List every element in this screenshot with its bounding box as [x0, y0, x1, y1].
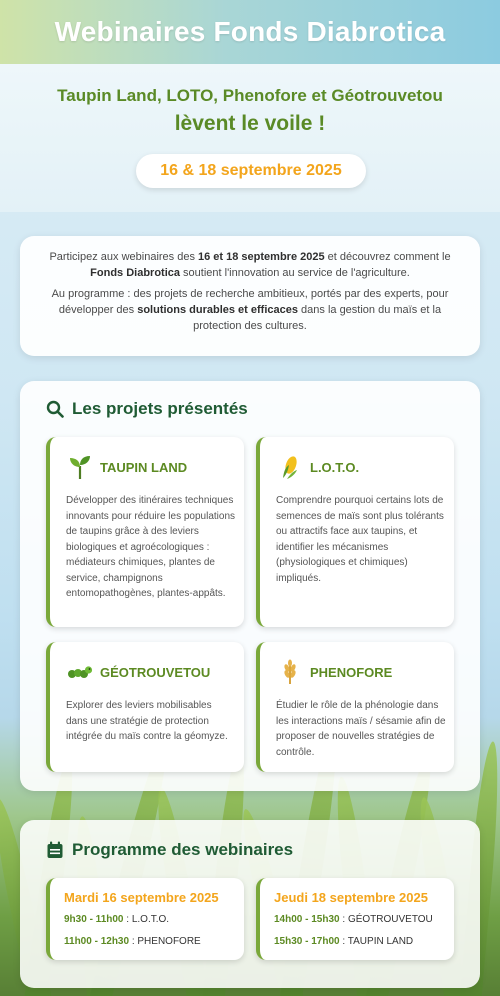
banner-title: Webinaires Fonds Diabrotica [54, 16, 446, 47]
caterpillar-icon [66, 658, 94, 686]
project-description: Explorer des leviers mobilisables dans une stratégie de protection intégrée du maïs contre la géomyze. [66, 700, 228, 742]
programme-slot: 11h00 - 12h30 : PHENOFORE [64, 936, 201, 947]
project-name: L.O.T.O. [310, 459, 360, 475]
project-name: GÉOTROUVETOU [100, 664, 211, 680]
corn-icon [276, 453, 304, 481]
project-card-phenofore [256, 642, 454, 772]
programme-day-card [46, 878, 244, 960]
date-badge: 16 & 18 septembre 2025 [136, 154, 366, 188]
project-description: Développer des itinéraires techniques innovants pour réduire les populations de taupins grâce à des leviers biologiques et agroécologiques : médiateurs chimiques, plantes de service, champignons entomopathogènes, plantes-appâts. [66, 495, 235, 599]
hero-section [0, 64, 500, 212]
project-name: TAUPIN LAND [100, 459, 188, 475]
project-card-loto [256, 437, 454, 627]
project-card-geotrouvetou [46, 642, 244, 772]
programme-section [20, 820, 480, 988]
programme-slot: 14h00 - 15h30 : GÉOTROUVETOU [274, 914, 433, 925]
top-banner [0, 0, 500, 64]
intro-paragraph-1: Participez aux webinaires des 16 et 18 septembre 2025 et découvrez comment le Fonds Diabrotica soutient l'innovation au service de l'agriculture. [49, 251, 451, 279]
programme-slot: 15h30 - 17h00 : TAUPIN LAND [274, 936, 414, 947]
programme-day: Mardi 16 septembre 2025 [64, 890, 219, 905]
programme-title: Programme des webinaires [46, 840, 293, 860]
programme-day-card [256, 878, 454, 960]
hero-subtitle: Taupin Land, LOTO, Phenofore et Géotrouvetou [57, 86, 443, 105]
project-description: Comprendre pourquoi certains lots de semences de maïs sont plus tolérants ou attractifs face aux taupins, et identifier les mécanismes (physiologiques et chimiques) impliqués. [276, 495, 444, 584]
calendar-icon [46, 841, 64, 859]
seedling-icon [66, 453, 94, 481]
projects-title: Les projets présentés [46, 399, 248, 419]
project-description: Étudier le rôle de la phénologie dans les interactions maïs / sésamie afin de proposer de nouvelles stratégies de contrôle. [276, 700, 446, 758]
programme-day: Jeudi 18 septembre 2025 [274, 890, 428, 905]
intro-card [20, 236, 480, 356]
programme-slot: 9h30 - 11h00 : L.O.T.O. [64, 914, 170, 925]
search-icon [46, 400, 64, 418]
wheat-icon [276, 658, 304, 686]
project-name: PHENOFORE [310, 664, 393, 680]
intro-paragraph-2: Au programme : des projets de recherche ambitieux, portés par des experts, pour développer des solutions durables et efficaces dans la gestion du maïs et la protection des cultures. [51, 288, 449, 332]
projects-section [20, 381, 480, 791]
hero-tagline: lèvent le voile ! [174, 112, 326, 135]
project-card-taupin-land [46, 437, 244, 627]
